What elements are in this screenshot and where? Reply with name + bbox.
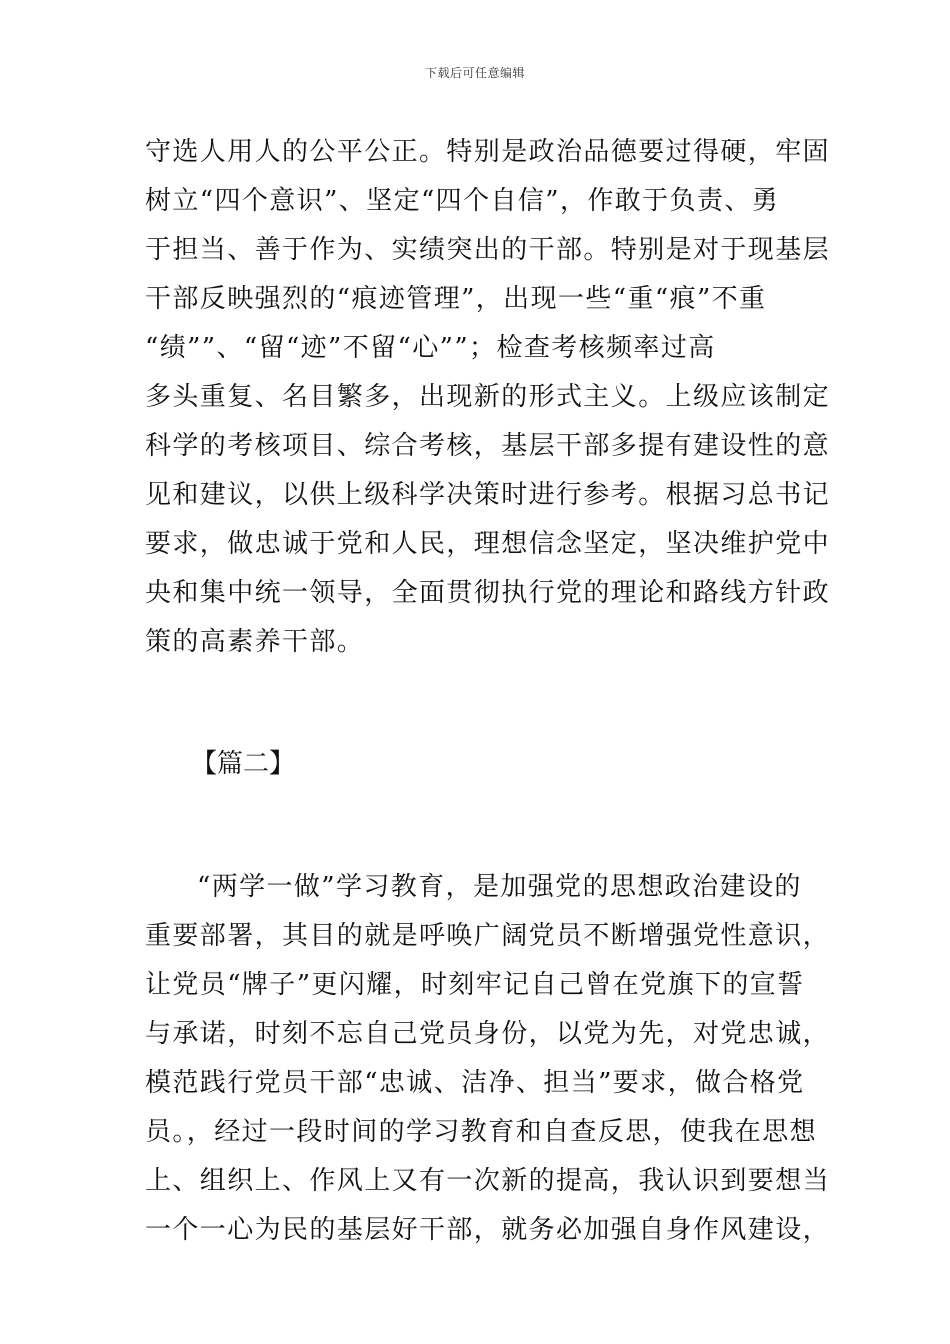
paragraph-line: “绩””、“留“迹”不留“心””；检查考核频率过高 [145, 333, 716, 363]
paragraph-line: 树立“四个意识”、坚定“四个自信”，作敢于负责、勇 [145, 186, 780, 216]
page-header: 下载后可任意编辑 [424, 66, 525, 80]
paragraph-line: 上、组织上、作风上又有一次新的提高，我认识到要想当 [145, 1166, 831, 1196]
paragraph-line: 模范践行党员干部“忠诚、洁净、担当”要求，做合格党 [145, 1068, 805, 1098]
paragraph-line: 一个一心为民的基层好干部，就务必加强自身作风建设， [145, 1215, 831, 1245]
paragraph-line: 让党员“牌子”更闪耀，时刻牢记自己曾在党旗下的宣誓 [145, 970, 805, 1000]
paragraph-line: 重要部署，其目的就是呼唤广阔党员不断增强党性意识， [145, 921, 831, 951]
paragraph-line: 央和集中统一领导，全面贯彻执行党的理论和路线方针政 [145, 578, 831, 608]
paragraph-line: 员。，经过一段时间的学习教育和自查反思，使我在思想 [145, 1117, 818, 1147]
paragraph-line: 策的高素养干部。 [145, 627, 365, 657]
paragraph-line: 科学的考核项目、综合考核，基层干部多提有建设性的意 [145, 431, 831, 461]
paragraph-1 [145, 128, 831, 667]
paragraph-line: 见和建议，以供上级科学决策时进行参考。根据习总书记 [145, 480, 831, 510]
paragraph-line: 干部反映强烈的“痕迹管理”，出现一些“重“痕”不重 [145, 284, 767, 314]
paragraph-2 [145, 863, 831, 1255]
paragraph-line: 与承诺，时刻不忘自己党员身份，以党为先，对党忠诚， [145, 1019, 831, 1049]
document-body [145, 128, 831, 1255]
paragraph-line: 要求，做忠诚于党和人民，理想信念坚定，坚决维护党中 [145, 529, 831, 559]
paragraph-line: 多头重复、名目繁多，出现新的形式主义。上级应该制定 [145, 382, 831, 412]
paragraph-line: 于担当、善于作为、实绩突出的干部。特别是对于现基层 [145, 235, 831, 265]
paragraph-line: 守选人用人的公平公正。特别是政治品德要过得硬，牢固 [145, 137, 831, 167]
section-title: 【篇二】 [191, 749, 296, 779]
paragraph-line: “两学一做”学习教育，是加强党的思想政治建设的 [197, 872, 802, 902]
